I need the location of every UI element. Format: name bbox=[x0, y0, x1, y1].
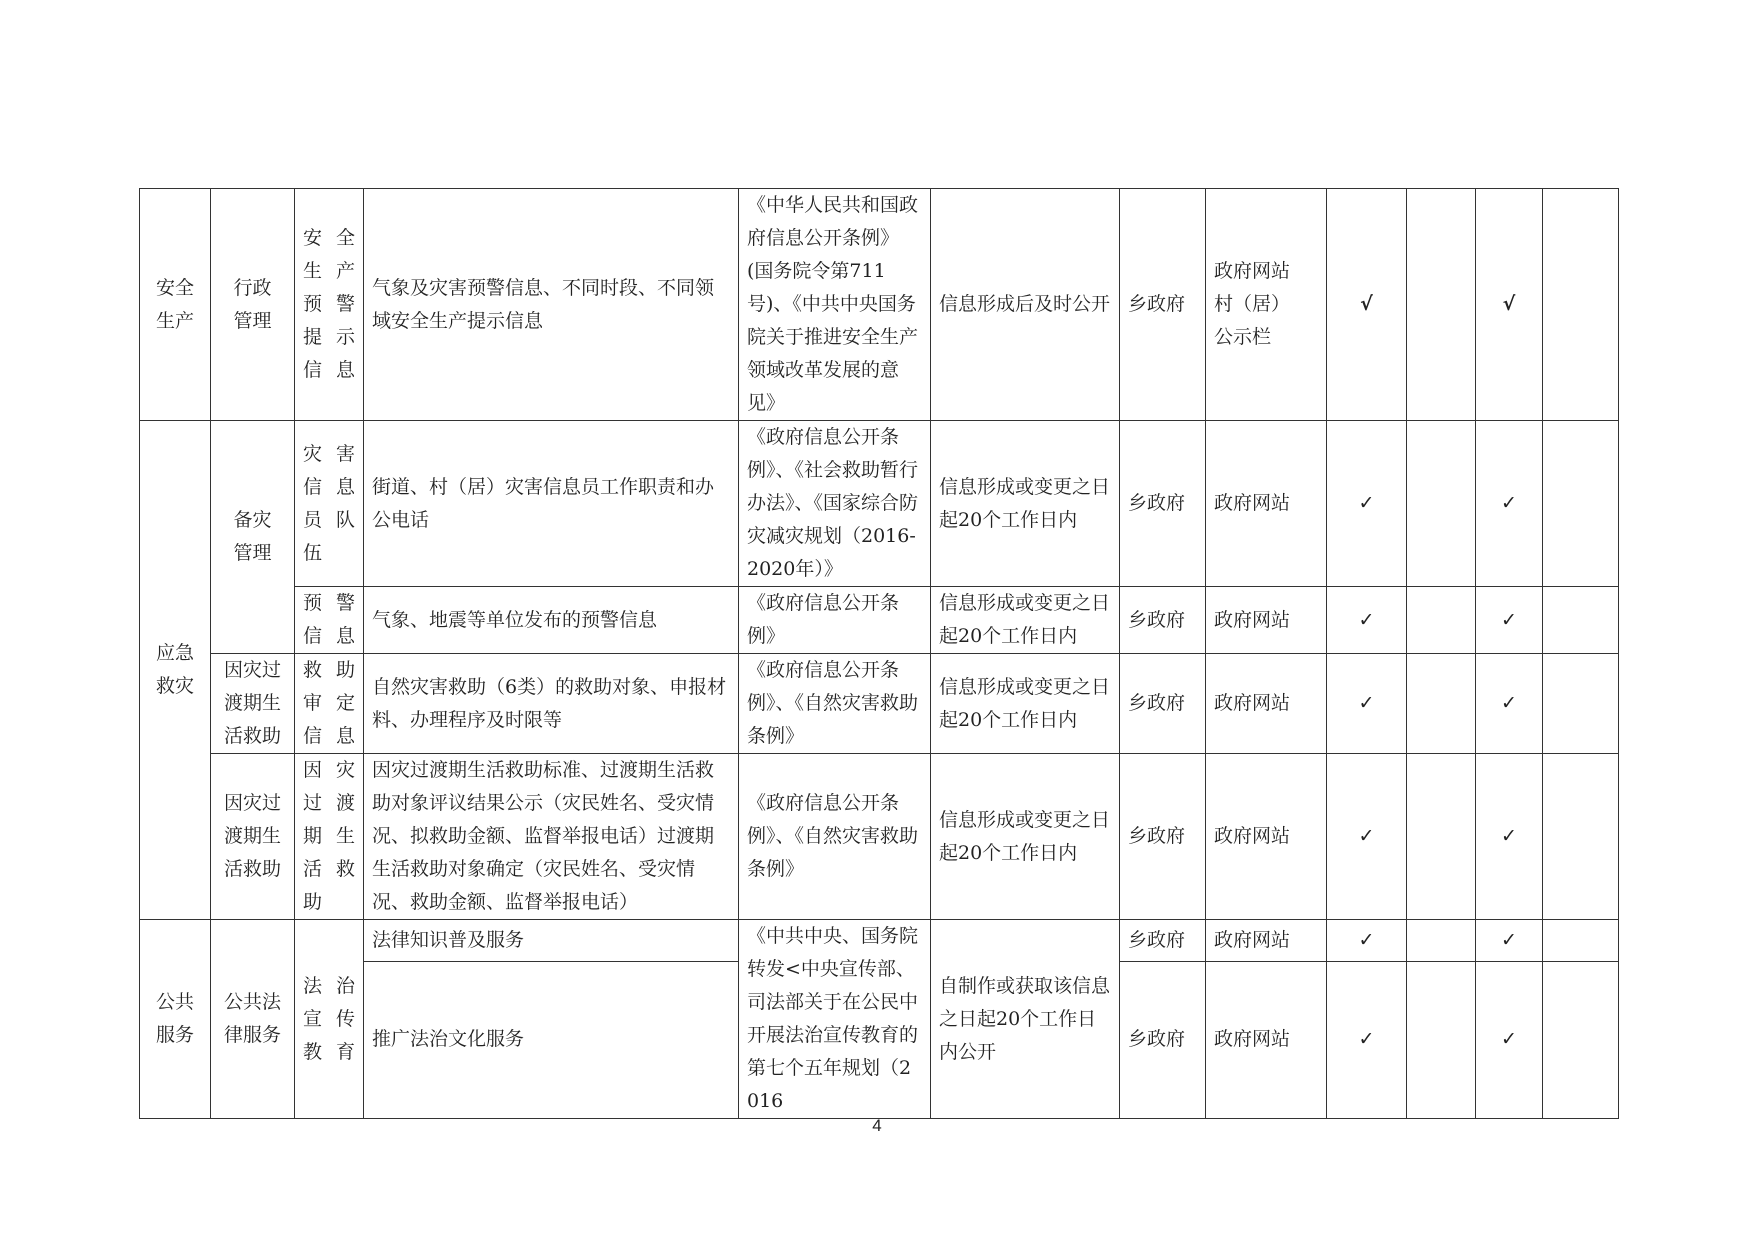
subject-cell bbox=[1120, 654, 1206, 754]
category-text: 应急 救灾 bbox=[155, 642, 194, 697]
category-cell bbox=[140, 421, 211, 920]
timing-cell bbox=[931, 421, 1120, 587]
subcategory-text: 因灾过 渡期生 活救助 bbox=[223, 659, 281, 747]
table-row bbox=[140, 754, 1619, 920]
basis-cell bbox=[739, 189, 931, 421]
subject-text: 乡政府 bbox=[1128, 692, 1186, 714]
content-cell bbox=[364, 421, 739, 587]
channel-cell bbox=[1206, 421, 1327, 587]
item-cell bbox=[295, 754, 364, 920]
channel-text: 政府网站 bbox=[1214, 692, 1291, 714]
basis-text: 《政府信息公开条例》 bbox=[747, 592, 900, 647]
category-text: 公共 服务 bbox=[155, 991, 194, 1046]
channel-cell bbox=[1206, 920, 1327, 962]
empty-cell bbox=[1543, 920, 1619, 962]
check-mark: ✓ bbox=[1501, 692, 1517, 714]
channel-text: 政府网站 bbox=[1214, 1028, 1291, 1051]
content-text: 推广法治文化服务 bbox=[372, 1028, 525, 1051]
content-cell bbox=[364, 587, 739, 654]
check-mark: ✓ bbox=[1358, 1028, 1375, 1051]
check-mark-cell bbox=[1476, 654, 1543, 754]
item-cell bbox=[295, 421, 364, 587]
channel-cell bbox=[1206, 587, 1327, 654]
check-mark: √ bbox=[1502, 293, 1516, 315]
check-mark-cell bbox=[1327, 421, 1407, 587]
basis-cell bbox=[739, 654, 931, 754]
subcategory-cell bbox=[211, 654, 295, 754]
table-row bbox=[140, 189, 1619, 421]
disclosure-table bbox=[139, 188, 1619, 1119]
timing-text: 自制作或获取该信息之日起20个工作日内公开 bbox=[939, 974, 1111, 1063]
channel-cell bbox=[1206, 654, 1327, 754]
basis-cell bbox=[739, 920, 931, 1119]
item-text: 法治 宣传 教育 bbox=[303, 974, 355, 1063]
empty-cell bbox=[1407, 587, 1476, 654]
basis-cell bbox=[739, 587, 931, 654]
category-cell bbox=[140, 920, 211, 1119]
channel-cell bbox=[1206, 961, 1327, 1118]
category-cell bbox=[140, 189, 211, 421]
timing-cell bbox=[931, 654, 1120, 754]
empty-cell bbox=[1407, 421, 1476, 587]
check-mark: √ bbox=[1360, 293, 1373, 315]
subcategory-cell bbox=[211, 189, 295, 421]
check-mark: ✓ bbox=[1501, 608, 1517, 631]
empty-cell bbox=[1407, 961, 1476, 1118]
item-text: 因灾 过渡 期生 活救 助 bbox=[303, 759, 355, 913]
check-mark-cell bbox=[1327, 654, 1407, 754]
check-mark: ✓ bbox=[1358, 608, 1375, 631]
empty-cell bbox=[1543, 654, 1619, 754]
check-mark: ✓ bbox=[1358, 692, 1375, 714]
subcategory-cell bbox=[211, 754, 295, 920]
page-number: 4 bbox=[872, 1116, 882, 1135]
item-text: 预警 信息 bbox=[303, 592, 355, 647]
item-text: 灾害 信息 员队 伍 bbox=[303, 442, 355, 564]
content-cell bbox=[364, 754, 739, 920]
item-cell bbox=[295, 189, 364, 421]
content-text: 气象及灾害预警信息、不同时段、不同领域安全生产提示信息 bbox=[372, 276, 715, 332]
table-row bbox=[140, 421, 1619, 587]
subcategory-text: 备灾 管理 bbox=[233, 509, 272, 564]
basis-text: 《政府信息公开条例》、《自然灾害救助条例》 bbox=[747, 659, 919, 747]
item-text: 救助 审定 信息 bbox=[303, 659, 355, 747]
check-mark: ✓ bbox=[1501, 825, 1517, 847]
subject-cell bbox=[1120, 920, 1206, 962]
basis-text: 《政府信息公开条例》、《自然灾害救助条例》 bbox=[747, 792, 919, 880]
content-cell bbox=[364, 189, 739, 421]
check-mark: ✓ bbox=[1501, 492, 1517, 514]
item-cell bbox=[295, 587, 364, 654]
check-mark-cell bbox=[1476, 587, 1543, 654]
content-text: 自然灾害救助（6类）的救助对象、申报材料、办理程序及时限等 bbox=[372, 675, 727, 731]
empty-cell bbox=[1407, 654, 1476, 754]
timing-cell bbox=[931, 754, 1120, 920]
channel-cell bbox=[1206, 754, 1327, 920]
timing-text: 信息形成或变更之日起20个工作日内 bbox=[939, 675, 1111, 731]
content-cell bbox=[364, 961, 739, 1118]
subcategory-text: 因灾过 渡期生 活救助 bbox=[223, 792, 281, 880]
timing-text: 信息形成或变更之日起20个工作日内 bbox=[939, 592, 1111, 647]
subject-cell bbox=[1120, 587, 1206, 654]
timing-cell bbox=[931, 189, 1120, 421]
channel-text: 政府网站 bbox=[1214, 608, 1291, 631]
basis-text: 《中共中央、国务院转发<中央宣传部、司法部关于在公民中开展法治宣传教育的第七个五年规划（2016 bbox=[747, 925, 919, 1112]
check-mark-cell bbox=[1327, 754, 1407, 920]
empty-cell bbox=[1543, 421, 1619, 587]
subject-text: 乡政府 bbox=[1128, 293, 1186, 315]
item-cell bbox=[295, 654, 364, 754]
check-mark: ✓ bbox=[1501, 928, 1517, 951]
subcategory-cell bbox=[211, 421, 295, 654]
subject-text: 乡政府 bbox=[1128, 1028, 1186, 1051]
check-mark-cell bbox=[1327, 587, 1407, 654]
check-mark-cell bbox=[1327, 189, 1407, 421]
check-mark-cell bbox=[1476, 189, 1543, 421]
subject-text: 乡政府 bbox=[1128, 928, 1186, 951]
content-cell bbox=[364, 654, 739, 754]
subject-text: 乡政府 bbox=[1128, 608, 1186, 631]
channel-text: 政府网站 bbox=[1214, 928, 1291, 951]
empty-cell bbox=[1543, 587, 1619, 654]
subject-cell bbox=[1120, 754, 1206, 920]
subject-text: 乡政府 bbox=[1128, 492, 1186, 514]
subcategory-text: 行政 管理 bbox=[233, 276, 272, 332]
subcategory-text: 公共法 律服务 bbox=[223, 991, 281, 1046]
table-row bbox=[140, 587, 1619, 654]
check-mark-cell bbox=[1476, 421, 1543, 587]
channel-text: 政府网站 村（居） 公示栏 bbox=[1214, 260, 1291, 348]
subject-cell bbox=[1120, 961, 1206, 1118]
check-mark-cell bbox=[1476, 920, 1543, 962]
basis-cell bbox=[739, 421, 931, 587]
subject-cell bbox=[1120, 421, 1206, 587]
check-mark-cell bbox=[1476, 961, 1543, 1118]
table-row bbox=[140, 654, 1619, 754]
content-text: 街道、村（居）灾害信息员工作职责和办公电话 bbox=[372, 475, 715, 531]
category-text: 安全 生产 bbox=[155, 276, 194, 332]
basis-text: 《中华人民共和国政府信息公开条例》(国务院令第711号)、《中共中央国务院关于推进安全生产领域改革发展的意见》 bbox=[747, 194, 919, 414]
item-cell bbox=[295, 920, 364, 1119]
content-text: 法律知识普及服务 bbox=[372, 928, 525, 951]
empty-cell bbox=[1543, 754, 1619, 920]
check-mark: ✓ bbox=[1358, 825, 1375, 847]
subject-cell bbox=[1120, 189, 1206, 421]
content-text: 气象、地震等单位发布的预警信息 bbox=[372, 608, 658, 631]
empty-cell bbox=[1543, 961, 1619, 1118]
empty-cell bbox=[1543, 189, 1619, 421]
item-text: 安全 生产 预警 提示 信息 bbox=[303, 227, 355, 381]
timing-text: 信息形成后及时公开 bbox=[939, 293, 1111, 315]
content-cell bbox=[364, 920, 739, 962]
subcategory-cell bbox=[211, 920, 295, 1119]
check-mark-cell bbox=[1327, 961, 1407, 1118]
check-mark-cell bbox=[1476, 754, 1543, 920]
content-text: 因灾过渡期生活救助标准、过渡期生活救助对象评议结果公示（灾民姓名、受灾情况、拟救助金额、监督举报电话）过渡期生活救助对象确定（灾民姓名、受灾情况、救助金额、监督举报电话） bbox=[372, 759, 715, 913]
channel-text: 政府网站 bbox=[1214, 825, 1291, 847]
empty-cell bbox=[1407, 754, 1476, 920]
empty-cell bbox=[1407, 189, 1476, 421]
timing-cell bbox=[931, 920, 1120, 1119]
check-mark: ✓ bbox=[1358, 928, 1375, 951]
empty-cell bbox=[1407, 920, 1476, 962]
channel-text: 政府网站 bbox=[1214, 492, 1291, 514]
check-mark-cell bbox=[1327, 920, 1407, 962]
subject-text: 乡政府 bbox=[1128, 825, 1186, 847]
check-mark: ✓ bbox=[1501, 1028, 1517, 1051]
timing-text: 信息形成或变更之日起20个工作日内 bbox=[939, 808, 1111, 864]
timing-cell bbox=[931, 587, 1120, 654]
channel-cell bbox=[1206, 189, 1327, 421]
basis-cell bbox=[739, 754, 931, 920]
timing-text: 信息形成或变更之日起20个工作日内 bbox=[939, 475, 1111, 531]
table-row bbox=[140, 920, 1619, 962]
check-mark: ✓ bbox=[1358, 492, 1375, 514]
basis-text: 《政府信息公开条例》、《社会救助暂行办法》、《国家综合防灾减灾规划（2016-2020年）》 bbox=[747, 426, 919, 580]
